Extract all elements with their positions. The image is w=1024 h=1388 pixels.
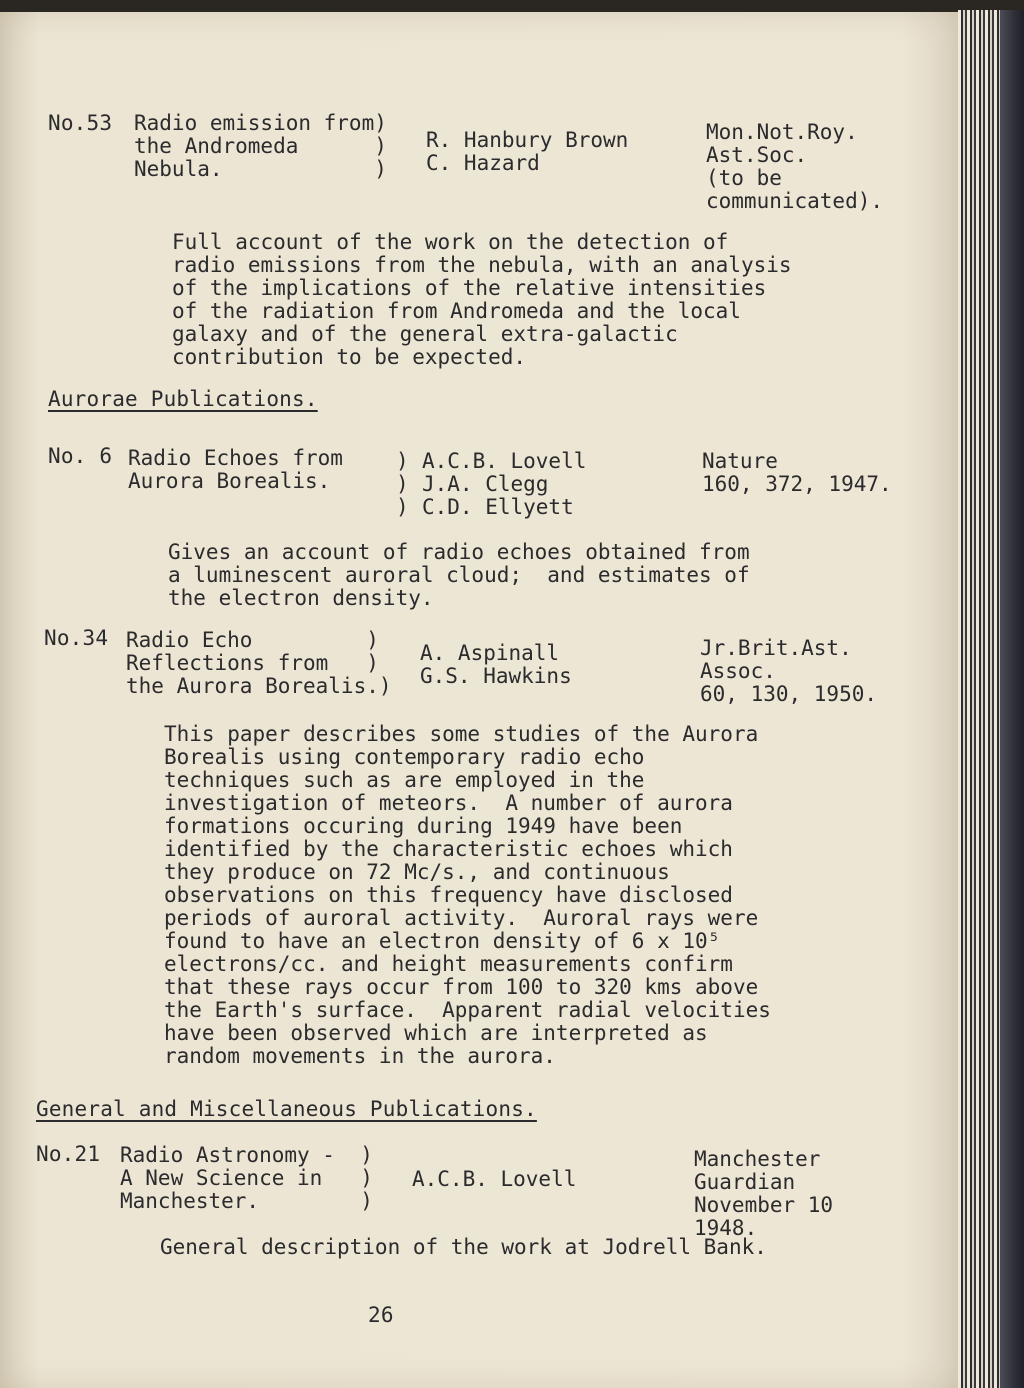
title-line: Reflections from ): [126, 651, 379, 675]
title-line: Nebula. ): [134, 157, 387, 181]
entry-abstract: [168, 541, 750, 610]
abstract-line: found to have an electron density of 6 x 10⁵: [164, 929, 721, 953]
ref-line: Guardian: [694, 1170, 796, 1194]
title-line: Manchester. ): [120, 1189, 373, 1213]
entry-title: [128, 447, 343, 493]
entry-authors: [426, 129, 628, 175]
abstract-line: the electron density.: [168, 586, 434, 610]
title-line: Radio Astronomy - ): [120, 1143, 373, 1167]
abstract-line: the Earth's surface. Apparent radial velocities: [164, 998, 771, 1022]
author: J.A. Clegg: [422, 472, 549, 496]
entry-abstract: [160, 1236, 767, 1259]
bracket: ): [396, 472, 409, 496]
document-page: [0, 12, 958, 1388]
title-line: Radio emission from): [134, 111, 387, 135]
ref-line: 60, 130, 1950.: [700, 682, 878, 706]
entry-number: No.34: [44, 626, 109, 650]
entry-title: [120, 1144, 373, 1213]
abstract-line: that these rays occur from 100 to 320 kms above: [164, 975, 759, 999]
abstract-line: they produce on 72 Mc/s., and continuous: [164, 860, 670, 884]
title-line: the Andromeda ): [134, 134, 387, 158]
title-line: Radio Echoes from: [128, 446, 343, 470]
entry-authors: [422, 450, 586, 519]
page-number: 26: [368, 1303, 394, 1327]
author: A.C.B. Lovell: [422, 449, 587, 473]
bracket: ): [396, 449, 409, 473]
entry-abstract: [172, 231, 792, 369]
abstract-line: random movements in the aurora.: [164, 1044, 556, 1068]
abstract-line: contribution to be expected.: [172, 345, 527, 369]
title-line: the Aurora Borealis.): [126, 674, 392, 698]
abstract-line: techniques such as are employed in the: [164, 768, 645, 792]
book-cover-edge: [1000, 10, 1024, 1388]
ref-line: 1948.: [694, 1216, 758, 1240]
abstract-line: Full account of the work on the detection of: [172, 230, 729, 254]
ref-line: November 10: [694, 1193, 834, 1217]
title-line: Radio Echo ): [126, 628, 379, 652]
entry-number: No. 6: [48, 444, 113, 468]
author: G.S. Hawkins: [420, 664, 572, 688]
abstract-line: investigation of meteors. A number of aurora: [164, 791, 733, 815]
ref-line: Jr.Brit.Ast.: [700, 636, 852, 660]
entry-title: [134, 112, 387, 181]
abstract-line: radio emissions from the nebula, with an analysis: [172, 253, 792, 277]
ref-line: Ast.Soc.: [706, 143, 808, 167]
abstract-line: Borealis using contemporary radio echo: [164, 745, 645, 769]
abstract-line: periods of auroral activity. Auroral rays were: [164, 906, 759, 930]
abstract-line: have been observed which are interpreted as: [164, 1021, 708, 1045]
ref-line: Nature: [702, 449, 778, 473]
entry-reference: [700, 637, 877, 706]
author: A. Aspinall: [420, 641, 560, 665]
ref-line: Manchester: [694, 1147, 821, 1171]
entry-number: No.53: [48, 111, 113, 135]
entry-number: No.21: [36, 1142, 101, 1166]
entry-brackets: [396, 450, 409, 519]
title-line: Aurora Borealis.: [128, 469, 331, 493]
title-line: A New Science in ): [120, 1166, 373, 1190]
abstract-line: of the radiation from Andromeda and the local: [172, 299, 741, 323]
entry-reference: [694, 1148, 833, 1240]
abstract-line: Gives an account of radio echoes obtained from: [168, 540, 750, 564]
entry-authors: [420, 642, 572, 688]
abstract-line: This paper describes some studies of the Aurora: [164, 722, 759, 746]
ref-line: 160, 372, 1947.: [702, 472, 892, 496]
entry-reference: [706, 121, 883, 213]
ref-line: Mon.Not.Roy.: [706, 120, 858, 144]
author: C.D. Ellyett: [422, 495, 574, 519]
abstract-line: observations on this frequency have disclosed: [164, 883, 733, 907]
abstract-line: of the implications of the relative intensities: [172, 276, 767, 300]
ref-line: communicated).: [706, 189, 884, 213]
entry-authors: [412, 1168, 576, 1191]
abstract-line: electrons/cc. and height measurements confirm: [164, 952, 733, 976]
entry-abstract: [164, 723, 771, 1068]
author: A.C.B. Lovell: [412, 1167, 577, 1191]
abstract-line: identified by the characteristic echoes which: [164, 837, 733, 861]
section-heading: Aurorae Publications.: [48, 387, 318, 411]
entry-reference: [702, 450, 892, 496]
bracket: ): [396, 495, 409, 519]
abstract-line: formations occuring during 1949 have been: [164, 814, 683, 838]
abstract-line: a luminescent auroral cloud; and estimates of: [168, 563, 750, 587]
author: R. Hanbury Brown: [426, 128, 629, 152]
ref-line: (to be: [706, 166, 782, 190]
author: C. Hazard: [426, 151, 540, 175]
section-heading: General and Miscellaneous Publications.: [36, 1097, 537, 1121]
abstract-line: General description of the work at Jodrell Bank.: [160, 1235, 767, 1259]
ref-line: Assoc.: [700, 659, 776, 683]
abstract-line: galaxy and of the general extra-galactic: [172, 322, 678, 346]
entry-title: [126, 629, 392, 698]
